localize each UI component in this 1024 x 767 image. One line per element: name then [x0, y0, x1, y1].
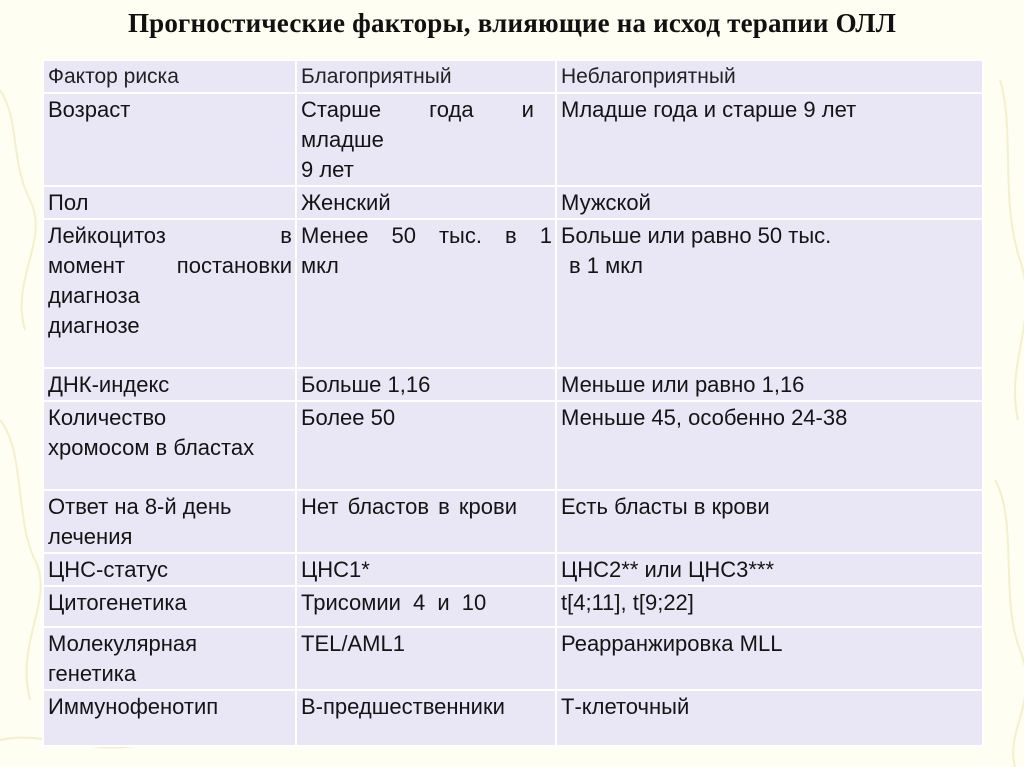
- unfavorable-cell: t[4;11], t[9;22]: [556, 586, 983, 627]
- favorable-cell: Женский: [296, 186, 556, 219]
- factor-line: лечения: [48, 524, 133, 549]
- unfavorable-cell: Меньше 45, особенно 24-38: [556, 401, 983, 490]
- factor-line: диагноза: [48, 283, 140, 308]
- favorable-cell: Нет бластов в крови: [296, 490, 556, 553]
- factor-line: Количество: [48, 405, 167, 430]
- unfavorable-cell: [556, 93, 983, 186]
- unfavorable-line: Больше или равно 50 тыс.: [561, 223, 832, 248]
- factor-cell: Возраст: [43, 93, 296, 186]
- factor-cell: [43, 490, 296, 553]
- slide-title: Прогностические факторы, влияющие на исход терапии ОЛЛ: [127, 8, 897, 38]
- factor-line: момент постановки: [48, 253, 292, 278]
- prognostic-factors-table: [42, 59, 984, 747]
- table-row: [43, 690, 983, 746]
- table-row: [43, 586, 983, 627]
- factor-cell: Цитогенетика: [43, 586, 296, 627]
- favorable-line: Менее 50 тыс. в 1: [301, 223, 552, 248]
- factor-cell: ДНК-индекс: [43, 368, 296, 401]
- favorable-cell: Трисомии 4 и 10: [296, 586, 556, 627]
- factor-cell: ЦНС-статус: [43, 553, 296, 586]
- unfavorable-cell: Реарранжировка MLL: [556, 627, 983, 690]
- table-row: [43, 627, 983, 690]
- unfavorable-cell: [556, 219, 983, 368]
- factor-line: Молекулярная: [48, 631, 198, 656]
- unfavorable-cell: Т-клеточный: [556, 690, 983, 746]
- favorable-line: младше: [301, 127, 384, 152]
- factor-line: генетика: [48, 661, 137, 686]
- unfavorable-line: в 1 мкл: [569, 253, 643, 278]
- factor-cell: [43, 627, 296, 690]
- favorable-cell: [296, 93, 556, 186]
- favorable-line: 9 лет: [301, 157, 354, 182]
- favorable-line: Старше года и: [301, 97, 534, 122]
- factor-line: диагнозе: [48, 313, 140, 338]
- favorable-cell: Больше 1,16: [296, 368, 556, 401]
- unfavorable-cell: Меньше или равно 1,16: [556, 368, 983, 401]
- favorable-line: мкл: [301, 253, 339, 278]
- factor-cell: [43, 401, 296, 490]
- factor-line: Лейкоцитоз в: [48, 223, 292, 248]
- unfavorable-cell: ЦНС2** или ЦНС3***: [556, 553, 983, 586]
- table-row: [43, 186, 983, 219]
- favorable-cell: В-предшественники: [296, 690, 556, 746]
- table-row: [43, 401, 983, 490]
- header-unfavorable: Неблагоприятный: [556, 60, 983, 93]
- unfavorable-line: Младше года и старше 9 лет: [561, 97, 857, 122]
- favorable-cell: TEL/AML1: [296, 627, 556, 690]
- prognostic-factors-table-container: [42, 59, 982, 747]
- factor-cell: Пол: [43, 186, 296, 219]
- table-row: [43, 219, 983, 368]
- favorable-cell: Более 50: [296, 401, 556, 490]
- table-row: [43, 553, 983, 586]
- favorable-cell: [296, 219, 556, 368]
- favorable-cell: ЦНС1*: [296, 553, 556, 586]
- table-row: [43, 93, 983, 186]
- factor-line: хромосом в бластах: [48, 435, 255, 460]
- factor-cell: [43, 219, 296, 368]
- unfavorable-cell: Мужской: [556, 186, 983, 219]
- header-favorable: Благоприятный: [296, 60, 556, 93]
- unfavorable-cell: Есть бласты в крови: [556, 490, 983, 553]
- table-header-row: [43, 60, 983, 93]
- table-row: [43, 368, 983, 401]
- header-risk-factor: Фактор риска: [43, 60, 296, 93]
- factor-cell: Иммунофенотип: [43, 690, 296, 746]
- table-row: [43, 490, 983, 553]
- factor-line: Ответ на 8-й день: [48, 494, 232, 519]
